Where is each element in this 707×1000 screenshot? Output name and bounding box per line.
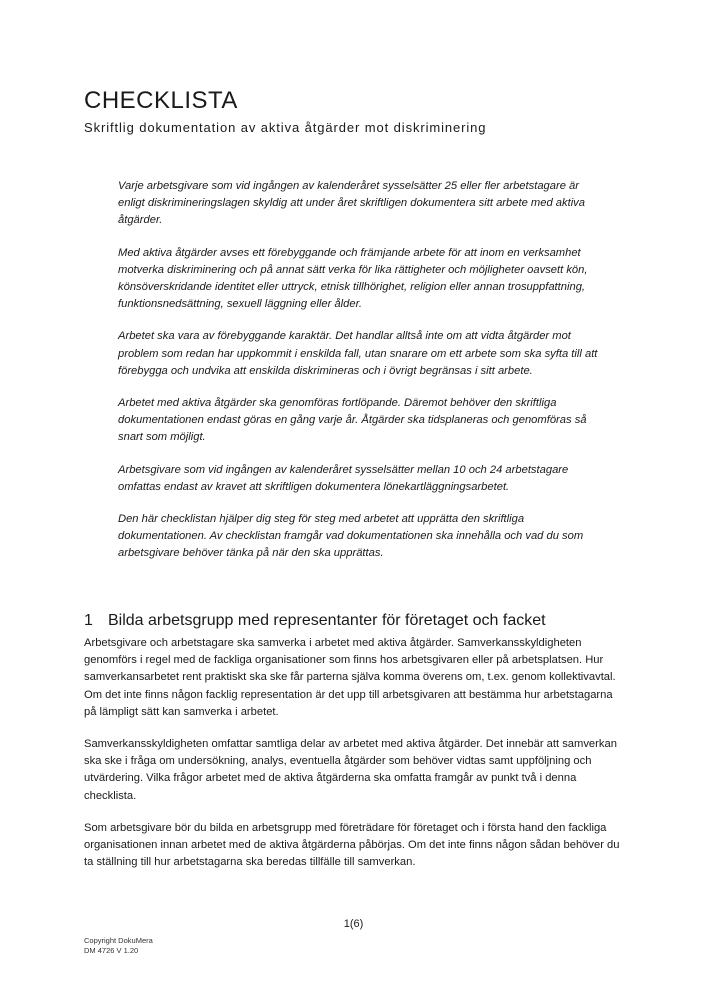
- document-subtitle: Skriftlig dokumentation av aktiva åtgärder mot diskriminering: [84, 120, 487, 135]
- body-paragraph: Samverkansskyldigheten omfattar samtliga delar av arbetet med aktiva åtgärder. Det innebär att samverkan ska ske i fråga om undersökning, analys, eventuella åtgärder som behöver vidtas samt uppföljning och utvärdering. Vilka frågor arbetet med de aktiva åtgärderna ska omfatta framgår av punkt två i denna checklista.: [84, 738, 617, 802]
- intro-section: [118, 178, 598, 578]
- intro-paragraph: Arbetet ska vara av förebyggande karaktär. Det handlar alltså inte om att vidta åtgärder mot problem som redan har uppkommit i enskilda fall, utan snarare om ett arbete som ska syfta till att förebygga och undvika att enskilda diskrimineras och i övrigt begränsas i sitt arbete.: [118, 330, 598, 377]
- intro-paragraph: Arbetet med aktiva åtgärder ska genomföras fortlöpande. Däremot behöver den skriftliga dokumentationen endast göras en gång varje år. Åtgärder ska tidsplaneras och genomföras så snart som möjligt.: [118, 397, 587, 444]
- intro-paragraph: Varje arbetsgivare som vid ingången av kalenderåret sysselsätter 25 eller fler arbetstagare är enligt diskrimineringslagen skyldig att under året skriftligen dokumentera sitt arbete med aktiva åtgärder.: [118, 180, 585, 227]
- intro-paragraph: Med aktiva åtgärder avses ett förebyggande och främjande arbete för att inom en verksamhet motverka diskriminering och på annat sätt verka för lika rättigheter och möjligheter oavsett kön, könsöverskridande identitet eller uttryck, etnisk tillhörighet, religion eller annan trosuppfattning, funktionsnedsättning, sexuell läggning eller ålder.: [118, 246, 588, 311]
- intro-paragraph: Arbetsgivare som vid ingången av kalenderåret sysselsätter mellan 10 och 24 arbetstagare omfattas endast av kravet att skriftligen dokumentera lönekartläggningsarbetet.: [118, 463, 569, 493]
- body-paragraph: Som arbetsgivare bör du bilda en arbetsgrupp med företrädare för företaget och i första hand den fackliga organisationen innan arbetet med de aktiva åtgärderna påbörjas. Om det inte finns någon sådan behöver du ta ställning till hur arbetstagarna ska beredas tillfälle till samverkan.: [84, 821, 620, 869]
- section-heading: [84, 612, 546, 630]
- intro-paragraph: Den här checklistan hjälper dig steg för steg med arbetet att upprätta den skriftliga dokumentationen. Av checklistan framgår vad dokumentationen ska innehålla och vad du som arbetsgivare behöver tänka på när den ska upprättas.: [118, 513, 584, 560]
- body-paragraph: Arbetsgivare och arbetstagare ska samverka i arbetet med aktiva åtgärder. Samverkansskyldigheten genomförs i regel med de fackliga organisationer som finns hos arbetsgivaren eller på arbetsplatsen. Hur samverkansarbetet rent praktiskt ska ske får parterna själva komma överens om, t.ex. genom kollektivavtal. Om det inte finns någon facklig representation är det upp till arbetsgivaren att bestämma hur arbetstagarna på lämpligt sätt kan samverka i arbetet.: [84, 637, 616, 718]
- copyright-text: Copyright DokuMera: [84, 936, 153, 945]
- section-title: Bilda arbetsgrupp med representanter för företaget och facket: [108, 612, 546, 629]
- footer: [84, 936, 153, 956]
- document-id: DM 4726 V 1.20: [84, 946, 139, 955]
- page-number: 1(6): [343, 918, 364, 930]
- section-number: 1: [84, 612, 93, 629]
- document-title: CHECKLISTA: [84, 87, 238, 114]
- section-body: [84, 635, 624, 886]
